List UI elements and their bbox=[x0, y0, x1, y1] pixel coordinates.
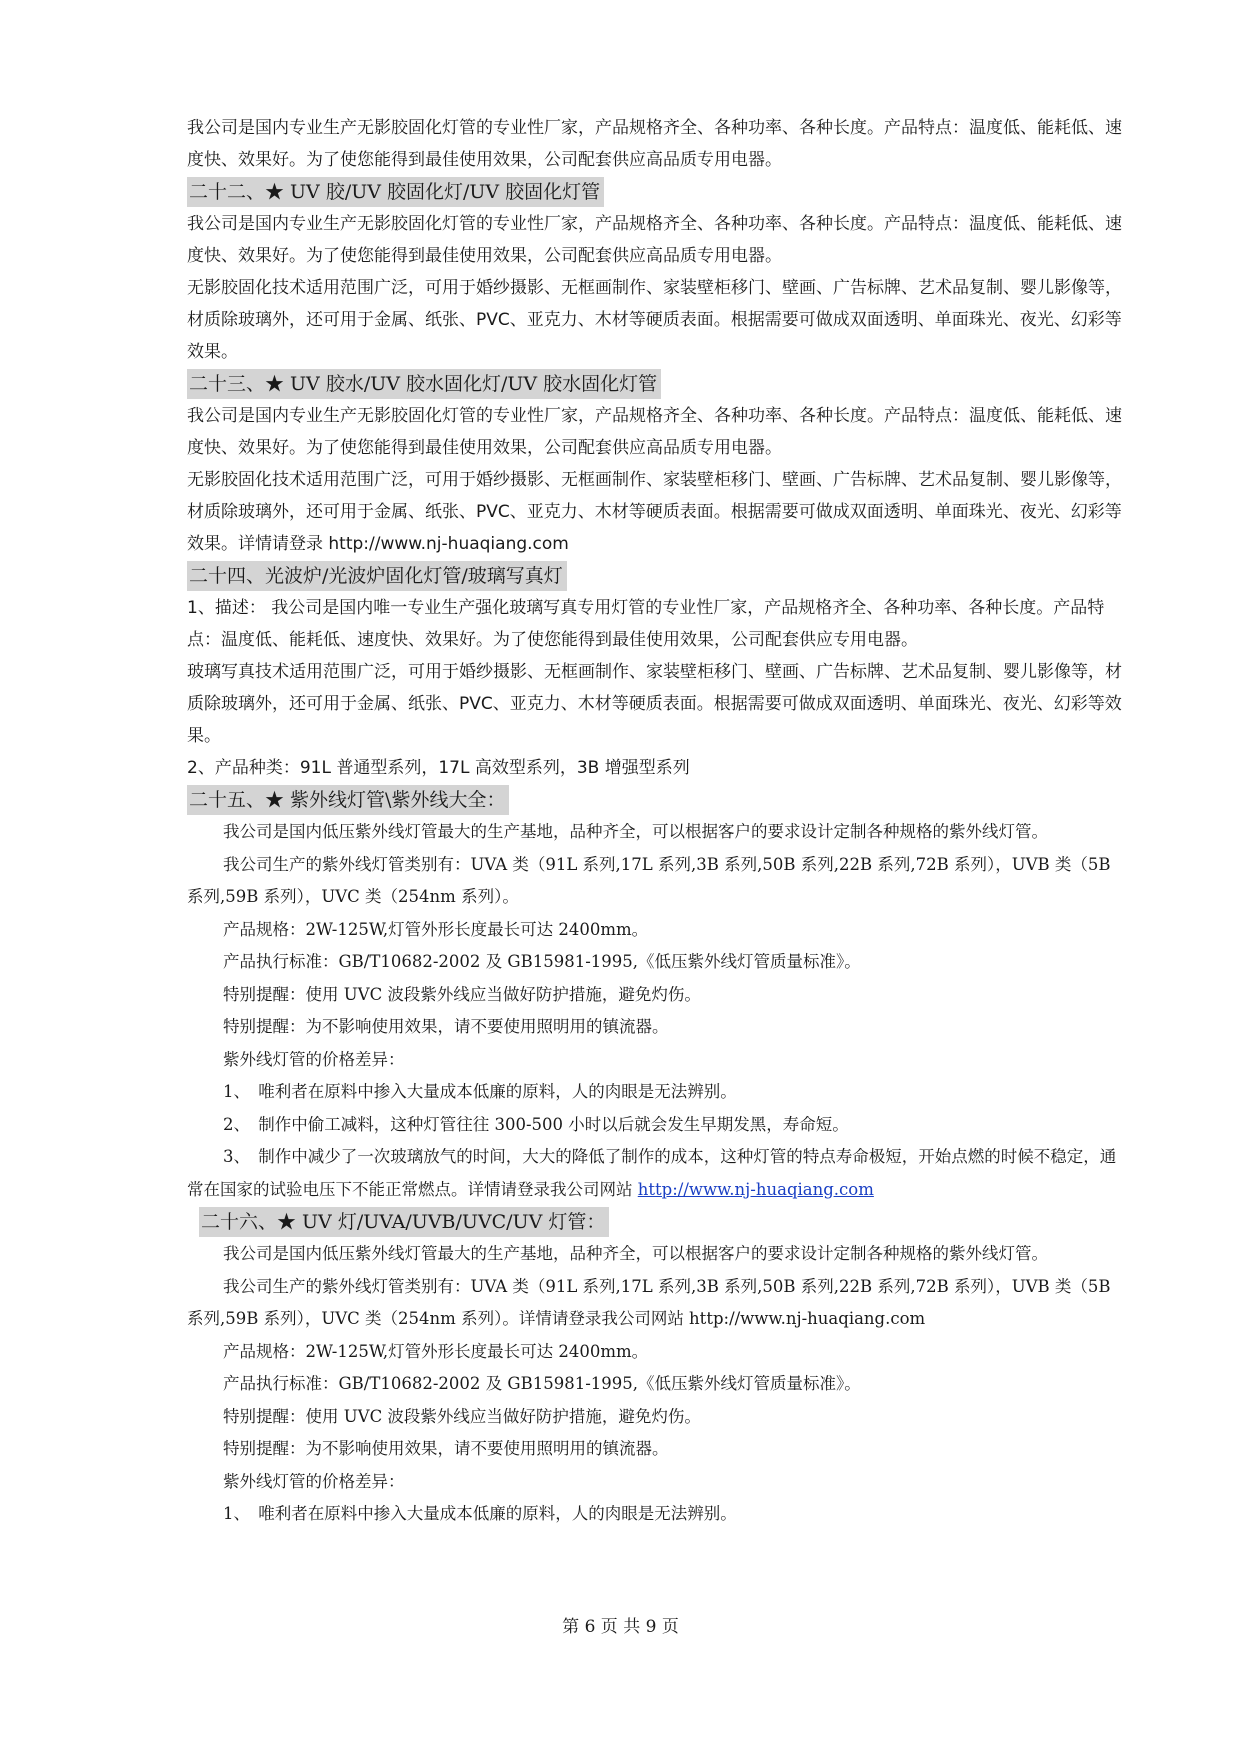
section-22-paragraph-1: 我公司是国内专业生产无影胶固化灯管的专业性厂家，产品规格齐全、各种功率、各种长度。产品特点：温度低、能耗低、速度快、效果好。为了使您能得到最佳使用效果，公司配套供应高品质专用电器。 bbox=[187, 214, 1122, 266]
section-26-paragraph-5: 特别提醒：使用 UVC 波段紫外线应当做好防护措施，避免灼伤。 bbox=[223, 1406, 701, 1426]
section-25-list-item-3-text: 3、 制作中减少了一次玻璃放气的时间，大大的降低了制作的成本，这种灯管的特点寿命极短，开始点燃的时候不稳定，通常在国家的试验电压下不能正常燃点。详情请登录我公司网站 bbox=[187, 1147, 1117, 1199]
section-24-paragraph-2: 玻璃写真技术适用范围广泛，可用于婚纱摄影、无框画制作、家装壁柜移门、壁画、广告标牌、艺术品复制、婴儿影像等，材质除玻璃外，还可用于金属、纸张、PVC、亚克力、木材等硬质表面。根据需要可做成双面透明、单面珠光、夜光、幻彩等效果。 bbox=[187, 662, 1122, 746]
section-26-paragraph-2: 我公司生产的紫外线灯管类别有：UVA 类（91L 系列,17L 系列,3B 系列,50B 系列,22B 系列,72B 系列），UVB 类（5B 系列,59B 系列），UVC 类（254nm 系列）。详情请登录我公司网站 http://www.nj-huaqiang.com bbox=[187, 1276, 1111, 1328]
section-24-heading-row bbox=[187, 560, 1127, 592]
section-25-paragraph-4: 产品执行标准：GB/T10682-2002 及 GB15981-1995,《低压紫外线灯管质量标准》。 bbox=[223, 952, 861, 971]
section-22-heading: 二十二、★ UV 胶/UV 胶固化灯/UV 胶固化灯管 bbox=[187, 177, 604, 207]
intro-paragraph: 我公司是国内专业生产无影胶固化灯管的专业性厂家，产品规格齐全、各种功率、各种长度。产品特点：温度低、能耗低、速度快、效果好。为了使您能得到最佳使用效果，公司配套供应高品质专用电器。 bbox=[187, 118, 1122, 170]
section-24-paragraph-1: 1、描述： 我公司是国内唯一专业生产强化玻璃写真专用灯管的专业性厂家，产品规格齐全、各种功率、各种长度。产品特点：温度低、能耗低、速度快、效果好。为了使您能得到最佳使用效果，公司配套供应专用电器。 bbox=[187, 598, 1105, 650]
section-23-heading-row bbox=[187, 368, 1127, 400]
section-26-heading-row bbox=[187, 1206, 1127, 1238]
website-link[interactable]: http://www.nj-huaqiang.com bbox=[637, 1179, 874, 1199]
section-26-list-item-1: 1、 唯利者在原料中掺入大量成本低廉的原料，人的肉眼是无法辨别。 bbox=[223, 1504, 737, 1523]
section-25-heading-row bbox=[187, 784, 1127, 816]
section-23-paragraph-2: 无影胶固化技术适用范围广泛，可用于婚纱摄影、无框画制作、家装壁柜移门、壁画、广告标牌、艺术品复制、婴儿影像等，材质除玻璃外，还可用于金属、纸张、PVC、亚克力、木材等硬质表面。根据需要可做成双面透明、单面珠光、夜光、幻彩等效果。详情请登录 http://www.nj-huaqiang.com bbox=[187, 470, 1122, 554]
section-24-heading: 二十四、光波炉/光波炉固化灯管/玻璃写真灯 bbox=[187, 561, 567, 591]
section-25-paragraph-7: 紫外线灯管的价格差异： bbox=[223, 1049, 405, 1069]
section-25-list-item-3 bbox=[187, 1141, 1127, 1206]
section-25-paragraph-3: 产品规格：2W-125W,灯管外形长度最长可达 2400mm。 bbox=[223, 919, 649, 939]
section-25-paragraph-2: 我公司生产的紫外线灯管类别有：UVA 类（91L 系列,17L 系列,3B 系列,50B 系列,22B 系列,72B 系列），UVB 类（5B 系列,59B 系列），UVC 类（254nm 系列）。 bbox=[187, 854, 1111, 906]
section-26-paragraph-7: 紫外线灯管的价格差异： bbox=[223, 1471, 405, 1491]
section-24-paragraph-3: 2、产品种类：91L 普通型系列，17L 高效型系列，3B 增强型系列 bbox=[187, 758, 690, 778]
section-25-paragraph-6: 特别提醒：为不影响使用效果，请不要使用照明用的镇流器。 bbox=[223, 1017, 669, 1036]
section-26-heading: 二十六、★ UV 灯/UVA/UVB/UVC/UV 灯管： bbox=[199, 1207, 609, 1237]
document-page bbox=[187, 112, 1127, 1531]
section-22-paragraph-2: 无影胶固化技术适用范围广泛，可用于婚纱摄影、无框画制作、家装壁柜移门、壁画、广告标牌、艺术品复制、婴儿影像等，材质除玻璃外，还可用于金属、纸张、PVC、亚克力、木材等硬质表面。根据需要可做成双面透明、单面珠光、夜光、幻彩等效果。 bbox=[187, 278, 1122, 362]
section-25-paragraph-1: 我公司是国内低压紫外线灯管最大的生产基地，品种齐全，可以根据客户的要求设计定制各种规格的紫外线灯管。 bbox=[223, 822, 1048, 841]
section-25-list-item-1: 1、 唯利者在原料中掺入大量成本低廉的原料，人的肉眼是无法辨别。 bbox=[223, 1082, 737, 1101]
page-footer: 第 6 页 共 9 页 bbox=[562, 1617, 679, 1637]
section-26-paragraph-6: 特别提醒：为不影响使用效果，请不要使用照明用的镇流器。 bbox=[223, 1439, 669, 1458]
section-26-paragraph-1: 我公司是国内低压紫外线灯管最大的生产基地，品种齐全，可以根据客户的要求设计定制各种规格的紫外线灯管。 bbox=[223, 1244, 1048, 1263]
section-25-paragraph-5: 特别提醒：使用 UVC 波段紫外线应当做好防护措施，避免灼伤。 bbox=[223, 984, 701, 1004]
section-26-paragraph-4: 产品执行标准：GB/T10682-2002 及 GB15981-1995,《低压紫外线灯管质量标准》。 bbox=[223, 1374, 861, 1393]
section-26-paragraph-3: 产品规格：2W-125W,灯管外形长度最长可达 2400mm。 bbox=[223, 1341, 649, 1361]
section-25-list-item-2: 2、 制作中偷工减料，这种灯管往往 300-500 小时以后就会发生早期发黑，寿命短。 bbox=[223, 1114, 849, 1134]
section-22-heading-row bbox=[187, 176, 1127, 208]
section-23-heading: 二十三、★ UV 胶水/UV 胶水固化灯/UV 胶水固化灯管 bbox=[187, 369, 661, 399]
section-23-paragraph-1: 我公司是国内专业生产无影胶固化灯管的专业性厂家，产品规格齐全、各种功率、各种长度。产品特点：温度低、能耗低、速度快、效果好。为了使您能得到最佳使用效果，公司配套供应高品质专用电器。 bbox=[187, 406, 1122, 458]
section-25-heading: 二十五、★ 紫外线灯管\紫外线大全： bbox=[187, 785, 509, 815]
